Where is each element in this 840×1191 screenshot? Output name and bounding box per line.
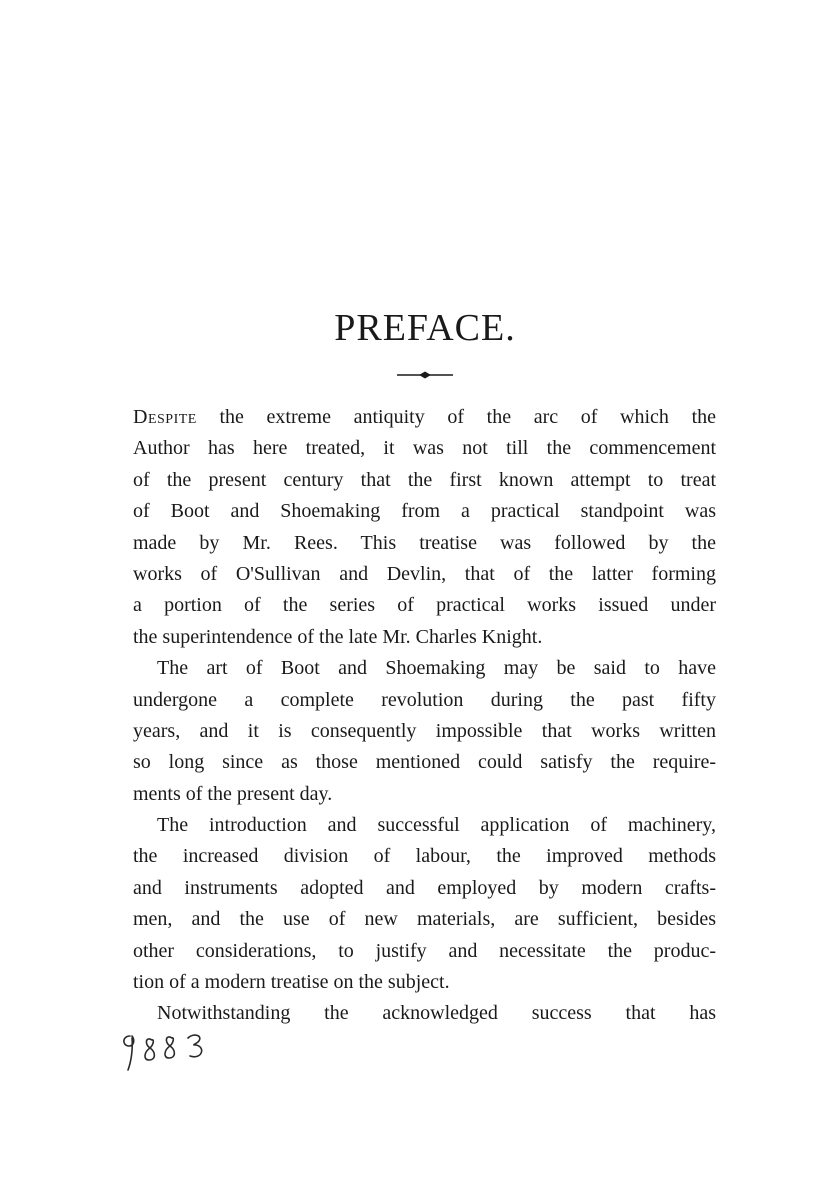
text-line: a portion of the series of practical works issued under [133, 594, 716, 617]
paragraph-1 [133, 402, 716, 653]
text-line: made by Mr. Rees. This treatise was followed by the [133, 531, 716, 554]
paragraph-2 [133, 653, 716, 810]
text-line: years, and it is consequently impossible that works written [133, 719, 716, 742]
text-line: of Boot and Shoemaking from a practical standpoint was [133, 500, 716, 523]
text-line: so long since as those mentioned could satisfy the require- [133, 751, 716, 774]
text-line: The introduction and successful application of machinery, [157, 814, 716, 837]
page-title: PREFACE. [334, 307, 516, 349]
text-line: of the present century that the first known attempt to treat [133, 468, 716, 491]
text-line: Author has here treated, it was not till the commencement [133, 437, 716, 460]
text-line: the increased division of labour, the improved methods [133, 845, 716, 868]
paragraph-3 [133, 810, 716, 998]
opening-word: Despite [133, 406, 197, 428]
handwritten-number-mark [116, 1030, 216, 1074]
text-line: the superintendence of the late Mr. Charles Knight. [133, 625, 543, 648]
text-line: works of O'Sullivan and Devlin, that of the latter forming [133, 562, 716, 585]
text-line: other considerations, to justify and necessitate the produc- [133, 939, 716, 962]
text-line: men, and the use of new materials, are sufficient, besides [133, 908, 716, 931]
text-line: The art of Boot and Shoemaking may be said to have [157, 657, 716, 680]
text-line: ments of the present day. [133, 782, 333, 805]
text-line: tion of a modern treatise on the subject. [133, 971, 450, 994]
opening-rest: the extreme antiquity of the arc of which the [196, 406, 716, 428]
divider-ornament [396, 368, 454, 382]
text-line: undergone a complete revolution during the past fifty [133, 688, 716, 711]
preface-body [133, 402, 716, 1030]
paragraph-4 [133, 998, 716, 1029]
text-line: and instruments adopted and employed by modern crafts- [133, 876, 716, 899]
text-line [133, 402, 716, 433]
text-line: Notwithstanding the acknowledged success that has [157, 1002, 716, 1025]
